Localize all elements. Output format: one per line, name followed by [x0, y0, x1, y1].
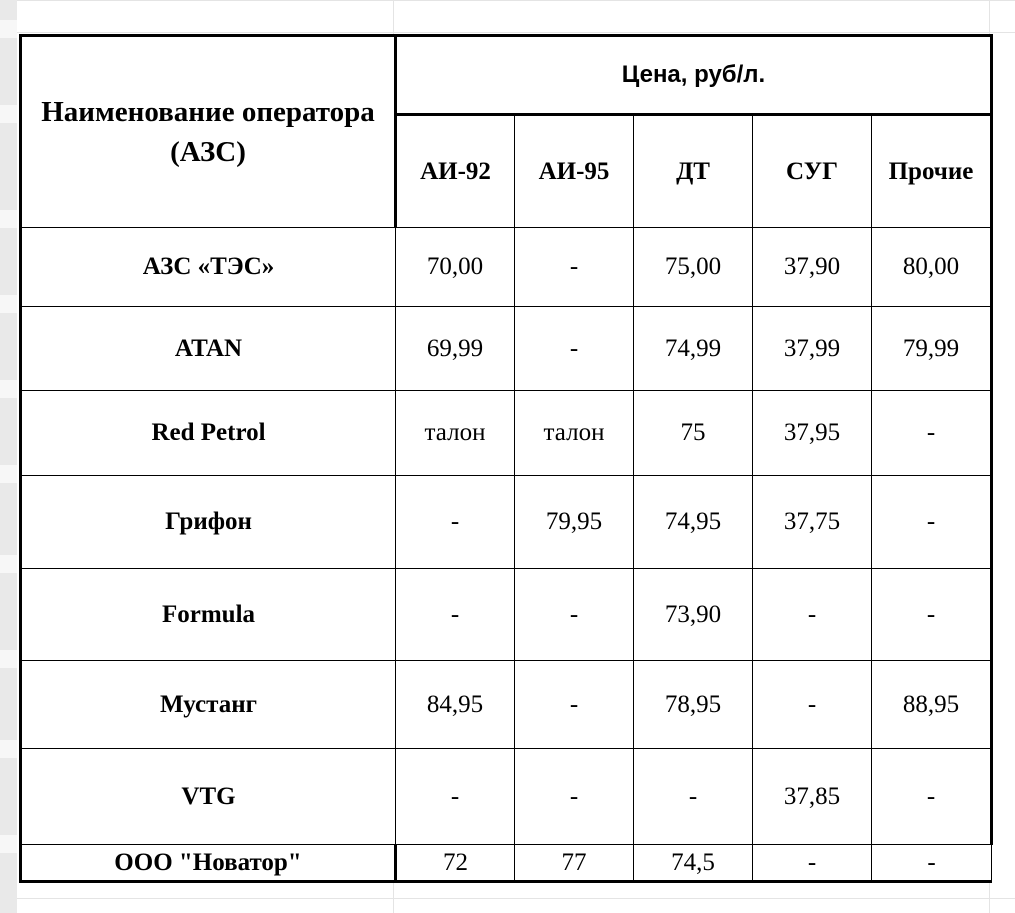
row-marker	[0, 740, 17, 758]
price-cell: -	[515, 749, 634, 845]
table-row	[21, 476, 992, 569]
row-marker	[0, 465, 17, 483]
price-column-header: Цена, руб/л.	[396, 36, 992, 115]
operator-column-header: Наименование оператора (АЗС)	[21, 36, 396, 228]
table-row	[21, 749, 992, 845]
table-row	[21, 569, 992, 661]
price-cell: 74,95	[634, 476, 753, 569]
table-row	[21, 307, 992, 391]
price-cell: 74,5	[634, 845, 753, 882]
price-cell: талон	[515, 391, 634, 476]
price-cell: 84,95	[396, 661, 515, 749]
price-cell: 88,95	[872, 661, 992, 749]
fuel-header-ai92: АИ-92	[396, 115, 515, 228]
price-cell: -	[515, 569, 634, 661]
price-cell: -	[396, 749, 515, 845]
row-marker	[0, 380, 17, 398]
price-cell: -	[753, 569, 872, 661]
price-cell: 37,99	[753, 307, 872, 391]
grid-line	[17, 0, 1015, 1]
price-cell: талон	[396, 391, 515, 476]
row-marker	[0, 650, 17, 668]
price-cell: -	[872, 476, 992, 569]
price-cell: -	[396, 569, 515, 661]
price-cell: -	[634, 749, 753, 845]
fuel-header-other: Прочие	[872, 115, 992, 228]
price-cell: 78,95	[634, 661, 753, 749]
price-cell: 37,85	[753, 749, 872, 845]
price-cell: -	[872, 569, 992, 661]
table-row	[21, 391, 992, 476]
price-cell: 70,00	[396, 228, 515, 307]
operator-name-cell: ООО "Новатор"	[21, 845, 396, 882]
fuel-price-table	[19, 34, 993, 883]
price-cell: 80,00	[872, 228, 992, 307]
row-header-strip	[0, 0, 17, 913]
price-cell: -	[515, 307, 634, 391]
header-row	[21, 36, 992, 115]
price-cell: 37,95	[753, 391, 872, 476]
price-cell: 72	[396, 845, 515, 882]
operator-name-cell: ATAN	[21, 307, 396, 391]
price-cell: 79,99	[872, 307, 992, 391]
price-cell: -	[753, 661, 872, 749]
price-cell: -	[872, 845, 992, 882]
grid-line	[17, 898, 1015, 899]
row-marker	[0, 20, 17, 38]
table-row	[21, 661, 992, 749]
operator-name-cell: Formula	[21, 569, 396, 661]
table-row	[21, 228, 992, 307]
fuel-header-dt: ДТ	[634, 115, 753, 228]
fuel-header-ai95: АИ-95	[515, 115, 634, 228]
row-marker	[0, 555, 17, 573]
price-cell: 37,90	[753, 228, 872, 307]
table-row	[21, 845, 992, 882]
price-cell: 74,99	[634, 307, 753, 391]
price-cell: -	[515, 661, 634, 749]
price-cell: -	[753, 845, 872, 882]
row-marker	[0, 105, 17, 123]
price-cell: -	[872, 749, 992, 845]
row-marker	[0, 295, 17, 313]
price-cell: -	[396, 476, 515, 569]
price-cell: 75,00	[634, 228, 753, 307]
operator-name-cell: Red Petrol	[21, 391, 396, 476]
price-cell: -	[872, 391, 992, 476]
operator-name-cell: Грифон	[21, 476, 396, 569]
operator-name-cell: Мустанг	[21, 661, 396, 749]
row-marker	[0, 210, 17, 228]
price-cell: 79,95	[515, 476, 634, 569]
price-cell: 77	[515, 845, 634, 882]
price-cell: 69,99	[396, 307, 515, 391]
price-cell: 73,90	[634, 569, 753, 661]
fuel-header-sug: СУГ	[753, 115, 872, 228]
row-marker	[0, 835, 17, 853]
price-cell: -	[515, 228, 634, 307]
operator-name-cell: АЗС «ТЭС»	[21, 228, 396, 307]
price-cell: 37,75	[753, 476, 872, 569]
operator-name-cell: VTG	[21, 749, 396, 845]
grid-line	[17, 32, 1015, 33]
price-cell: 75	[634, 391, 753, 476]
